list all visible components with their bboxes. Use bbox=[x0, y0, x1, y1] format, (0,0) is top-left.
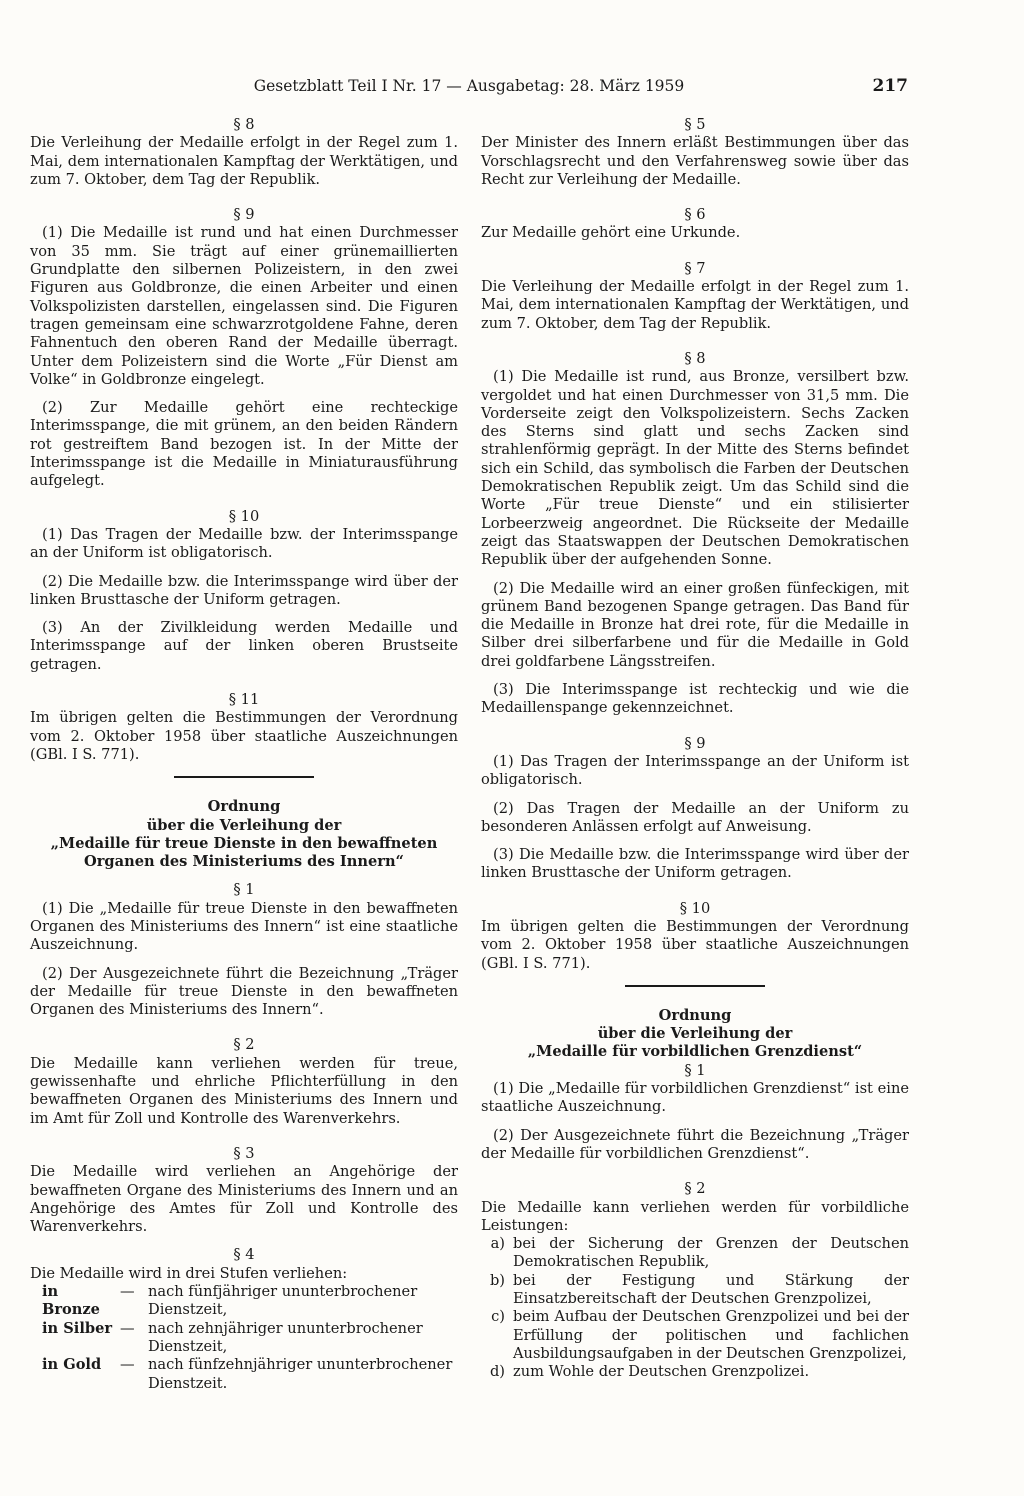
section-heading: § 8 bbox=[684, 349, 706, 367]
section-heading: § 5 bbox=[684, 116, 706, 133]
stufe-row bbox=[42, 1283, 458, 1320]
list-item bbox=[481, 1235, 909, 1272]
paragraph: (1) Die „Medaille für treue Dienste in den bewaffneten Organen des Ministeriums des Innern“ ist eine staatliche Auszeichnung. bbox=[30, 899, 458, 954]
stufe-text: nach fünfzehnjähriger ununterbrochener Dienstzeit. bbox=[148, 1356, 453, 1392]
list-item bbox=[481, 1308, 909, 1363]
paragraph: Die Verleihung der Medaille erfolgt in der Regel zum 1. Mai, dem internationalen Kampftag der Werktätigen, und zum 7. Oktober, dem Tag der Republik. bbox=[481, 278, 909, 332]
paragraph: Im übrigen gelten die Bestimmungen der Verordnung vom 2. Oktober 1958 über staatliche Auszeichnungen (GBl. I S. 771). bbox=[481, 917, 909, 972]
stufe-dash: — bbox=[120, 1356, 135, 1374]
paragraph: (3) Die Interimsspange ist rechteckig und wie die Medaillenspange gekennzeichnet. bbox=[481, 681, 909, 717]
paragraph: (2) Die Medaille bzw. die Interimsspange wird über der linken Brusttasche der Uniform getragen. bbox=[30, 572, 458, 608]
stufe-dash: — bbox=[120, 1283, 135, 1301]
paragraph: Die Medaille kann verliehen werden für vorbildliche Leistungen: bbox=[481, 1198, 909, 1234]
list-text: zum Wohle der Deutschen Grenzpolizei. bbox=[513, 1363, 810, 1381]
ordinance-title: Ordnung bbox=[658, 1006, 732, 1024]
stufe-label: in Gold bbox=[42, 1356, 102, 1374]
list-item bbox=[481, 1272, 909, 1309]
stufe-row bbox=[42, 1356, 458, 1393]
section-heading: § 4 bbox=[233, 1246, 255, 1264]
paragraph: (3) An der Zivilkleidung werden Medaille und Interimsspange auf der linken oberen Brustseite getragen. bbox=[30, 619, 458, 673]
page-number: 217 bbox=[872, 76, 908, 96]
stufe-text: nach zehnjähriger ununterbrochener Dienstzeit, bbox=[148, 1319, 423, 1355]
list-text: bei der Festigung und Stärkung der Einsatzbereitschaft der Deutschen Grenzpolizei, bbox=[513, 1271, 909, 1308]
stufe-label: in Silber bbox=[42, 1319, 113, 1337]
section-heading: § 1 bbox=[233, 881, 255, 899]
section-heading: § 2 bbox=[233, 1036, 255, 1054]
ordinance-title: „Medaille für treue Dienste in den bewaffneten bbox=[50, 834, 438, 852]
paragraph: Die Medaille wird in drei Stufen verliehen: bbox=[30, 1264, 348, 1282]
paragraph: Zur Medaille gehört eine Urkunde. bbox=[481, 224, 741, 242]
list-letter: a) bbox=[490, 1235, 505, 1253]
section-heading: § 8 bbox=[233, 116, 255, 133]
page-header bbox=[30, 76, 908, 96]
ordinance-title: Ordnung bbox=[207, 798, 281, 816]
section-divider bbox=[625, 985, 765, 987]
stufe-label: in Bronze bbox=[42, 1283, 100, 1319]
paragraph: (2) Der Ausgezeichnete führt die Bezeichnung „Träger der Medaille für treue Dienste in den bewaffneten Organen des Ministeriums des Innern“. bbox=[30, 964, 458, 1019]
paragraph: (3) Die Medaille bzw. die Interimsspange wird über der linken Brusttasche der Uniform getragen. bbox=[481, 846, 909, 882]
section-heading: § 9 bbox=[684, 734, 706, 752]
section-heading: § 9 bbox=[233, 206, 255, 224]
ordinance-title: über die Verleihung der bbox=[597, 1025, 793, 1043]
list-letter: c) bbox=[491, 1308, 505, 1326]
criteria-list bbox=[481, 1235, 909, 1381]
stufe-dash: — bbox=[120, 1319, 135, 1337]
section-heading: § 6 bbox=[684, 206, 706, 224]
paragraph: Die Verleihung der Medaille erfolgt in der Regel zum 1. Mai, dem internationalen Kampftag der Werktätigen, und zum 7. Oktober, dem Tag der Republik. bbox=[30, 134, 458, 188]
paragraph: (1) Das Tragen der Interimsspange an der Uniform ist obligatorisch. bbox=[481, 752, 909, 789]
list-text: beim Aufbau der Deutschen Grenzpolizei und bei der Erfüllung der politischen und fachlichen Ausbildungsaufgaben in der Deutschen Grenzpolizei, bbox=[513, 1308, 909, 1362]
section-heading: § 10 bbox=[228, 507, 260, 525]
section-heading: § 3 bbox=[233, 1144, 255, 1162]
paragraph: Im übrigen gelten die Bestimmungen der Verordnung vom 2. Oktober 1958 über staatliche Auszeichnungen (GBl. I S. 771). bbox=[30, 709, 458, 763]
paragraph: (2) Die Medaille wird an einer großen fünfeckigen, mit grünem Band bezogenen Spange getragen. Das Band für die Medaille in Bronze hat drei rote, für die Medaille in Silber drei silberfarbene und für die Medaille in Gold drei goldfarbene Längsstreifen. bbox=[481, 579, 909, 670]
section-divider bbox=[174, 776, 314, 778]
list-item bbox=[481, 1363, 909, 1381]
paragraph: (1) Die Medaille ist rund, aus Bronze, versilbert bzw. vergoldet und hat einen Durchmesser von 31,5 mm. Die Vorderseite zeigt den Volkspolizeistern. Sechs Zacken des Sterns sind glatt und sechs Zacken sind strahlenförmig geprägt. In der Mitte des Sterns befindet sich ein Schild, das symbolisch die Farben der Deutschen Demokratischen Republik zeigt. Um das Schild sind die Worte „Für treue Dienste“ und ein stilisierter Lorbeerzweig angeordnet. Die Rückseite der Medaille zeigt das Staatswappen der Deutschen Demokratischen Republik über der aufgehenden Sonne. bbox=[481, 368, 909, 569]
list-letter: b) bbox=[489, 1271, 505, 1289]
paragraph: (1) Das Tragen der Medaille bzw. der Interimsspange an der Uniform ist obligatorisch. bbox=[30, 525, 458, 562]
paragraph: Der Minister des Innern erläßt Bestimmungen über das Vorschlagsrecht und den Verfahrensweg sowie über das Recht zur Verleihung der Medaille. bbox=[481, 134, 909, 188]
paragraph: (2) Der Ausgezeichnete führt die Bezeichnung „Träger der Medaille für vorbildlichen Grenzdienst“. bbox=[481, 1126, 909, 1162]
section-heading: § 1 bbox=[684, 1061, 706, 1079]
list-letter: d) bbox=[489, 1363, 505, 1381]
left-column bbox=[30, 116, 458, 1393]
section-heading: § 11 bbox=[228, 691, 260, 709]
right-column bbox=[481, 116, 909, 1382]
stufe-row bbox=[42, 1320, 458, 1357]
ordinance-title: über die Verleihung der bbox=[146, 816, 342, 834]
ordinance-title: Organen des Ministeriums des Innern“ bbox=[84, 853, 404, 871]
paragraph: (2) Das Tragen der Medaille an der Uniform zu besonderen Anlässen erfolgt auf Anweisung. bbox=[481, 799, 909, 835]
header-title: Gesetzblatt Teil I Nr. 17 — Ausgabetag: 28. März 1959 bbox=[253, 77, 685, 95]
paragraph: (1) Die Medaille ist rund und hat einen Durchmesser von 35 mm. Sie trägt auf einer grünemaillierten Grundplatte den silbernen Polizeistern, in den zwei Figuren aus Goldbronze, die einen Arbeiter und einen Volkspolizisten darstellen, eingelassen sind. Die Figuren tragen gemeinsam eine schwarzrotgoldene Fahne, deren Fahnentuch den oberen Rand der Medaille überragt. Unter dem Polizeistern sind die Worte „Für Dienst am Volke“ in Goldbronze eingelegt. bbox=[30, 224, 458, 388]
ordinance-title: „Medaille für vorbildlichen Grenzdienst“ bbox=[527, 1043, 863, 1061]
section-heading: § 2 bbox=[684, 1180, 706, 1198]
paragraph: Die Medaille wird verliehen an Angehörige der bewaffneten Organe des Ministeriums des Innern und an Angehörige des Amtes für Zoll und Kontrolle des Warenverkehrs. bbox=[30, 1163, 458, 1236]
paragraph: Die Medaille kann verliehen werden für treue, gewissenhafte und ehrliche Pflichterfüllung in den bewaffneten Organen des Ministeriums des Innern und im Amt für Zoll und Kontrolle des Warenverkehrs. bbox=[30, 1054, 458, 1127]
paragraph: (2) Zur Medaille gehört eine rechteckige Interimsspange, die mit grünem, an den beiden Rändern rot gestreiftem Band bezogen ist. In der Mitte der Interimsspange ist die Medaille in Miniaturausführung aufgelegt. bbox=[30, 399, 458, 490]
list-text: bei der Sicherung der Grenzen der Deutschen Demokratischen Republik, bbox=[513, 1235, 909, 1271]
stufe-text: nach fünfjähriger ununterbrochener Dienstzeit, bbox=[148, 1283, 418, 1319]
section-heading: § 10 bbox=[679, 899, 711, 917]
stufen-list bbox=[30, 1283, 458, 1393]
paragraph: (1) Die „Medaille für vorbildlichen Grenzdienst“ ist eine staatliche Auszeichnung. bbox=[481, 1080, 909, 1116]
section-heading: § 7 bbox=[684, 259, 706, 277]
